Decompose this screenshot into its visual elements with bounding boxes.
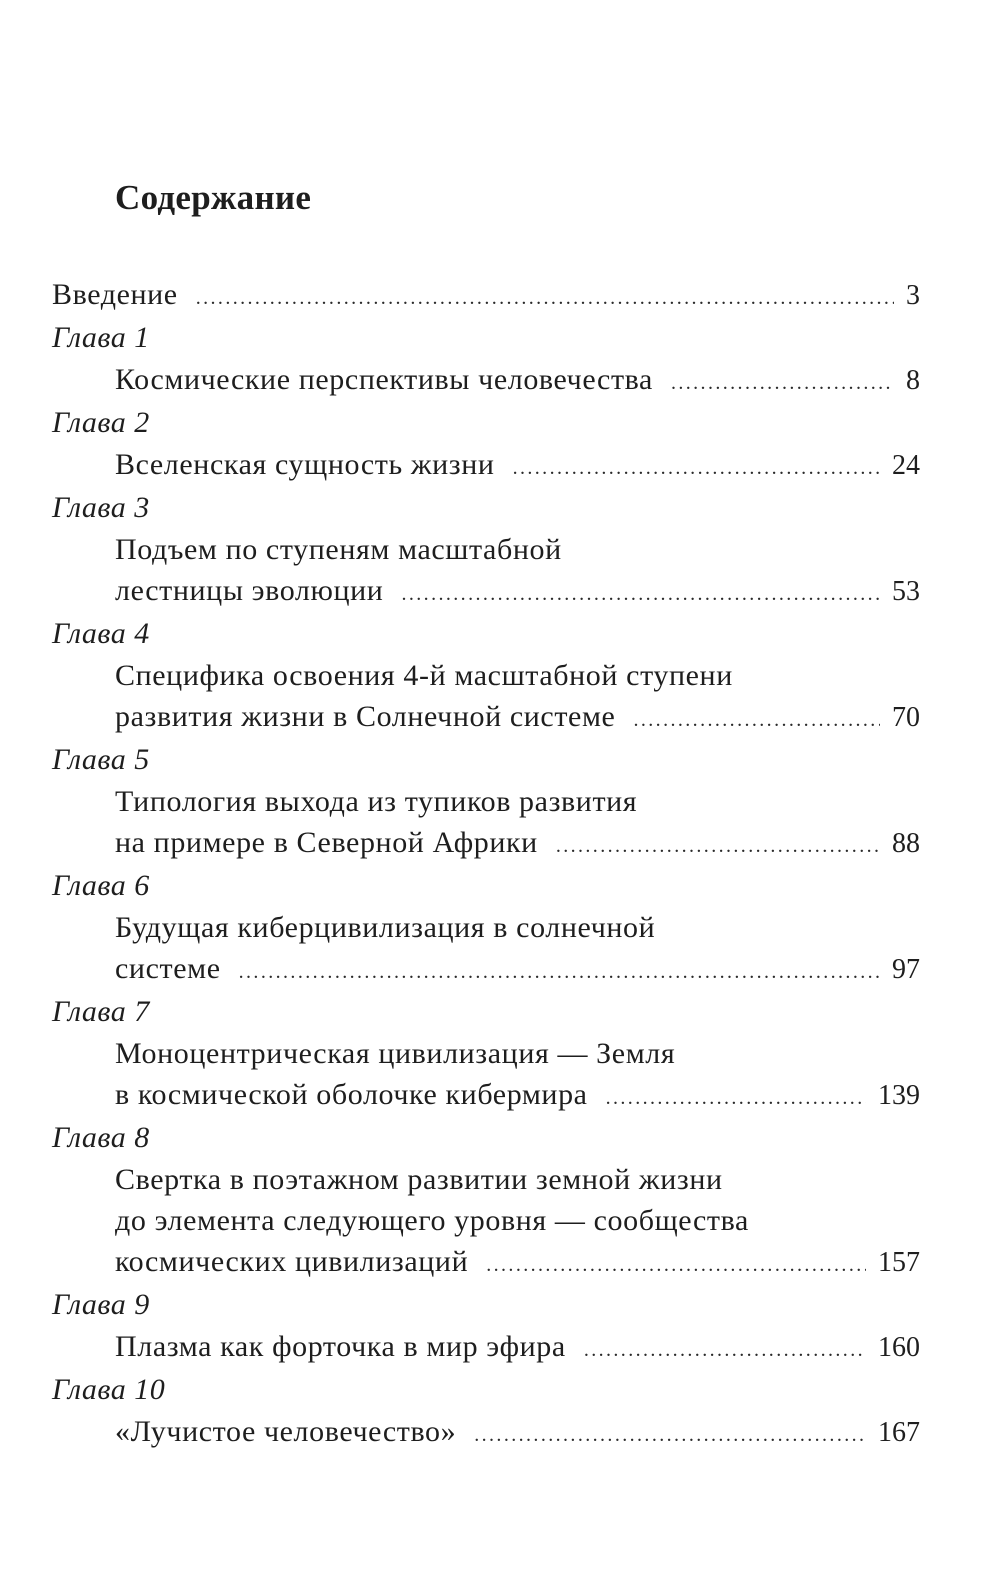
toc-entry-chapter-6[interactable] [115, 948, 920, 990]
toc-entry-title: в космической оболочке кибермира [115, 1078, 588, 1111]
toc-entry-title: лестницы эволюции [115, 574, 384, 607]
toc-entry-chapter-10[interactable] [115, 1411, 920, 1453]
dot-leader [474, 1414, 866, 1456]
chapter-label: Глава 1 [52, 321, 150, 354]
chapter-label: Глава 4 [52, 617, 150, 650]
page-number: 97 [892, 954, 920, 985]
dot-leader [606, 1077, 866, 1119]
toc-entry-title: на примере в Северной Африки [115, 826, 538, 859]
toc-entry-title: Подъем по ступеням масштабной [115, 533, 562, 566]
toc-entry-title: Введение [52, 278, 178, 311]
page-number: 53 [892, 576, 920, 607]
page-number: 70 [892, 702, 920, 733]
page-number: 167 [878, 1417, 920, 1448]
page-number: 88 [892, 828, 920, 859]
dot-leader [556, 825, 880, 867]
toc-entry-chapter-5[interactable] [115, 822, 920, 864]
chapter-label: Глава 10 [52, 1373, 166, 1406]
dot-leader [486, 1244, 866, 1286]
page-number: 139 [878, 1080, 920, 1111]
toc-entry-title: Моноцентрическая цивилизация — Земля [115, 1037, 676, 1070]
chapter-label: Глава 9 [52, 1288, 150, 1321]
dot-leader [239, 951, 880, 993]
page-number: 157 [878, 1247, 920, 1278]
dot-leader [196, 277, 894, 319]
dot-leader [633, 699, 880, 741]
page-title: Содержание [115, 178, 312, 217]
toc-entry-title: системе [115, 952, 221, 985]
chapter-label: Глава 5 [52, 743, 150, 776]
toc-entry-title: Свертка в поэтажном развитии земной жизни [115, 1163, 723, 1196]
toc-entry-chapter-1[interactable] [115, 359, 920, 401]
dot-leader [513, 447, 880, 489]
toc-entry-title: Космические перспективы человечества [115, 363, 653, 396]
toc-entry-title: Будущая киберцивилизация в солнечной [115, 911, 656, 944]
dot-leader [401, 573, 880, 615]
toc-entry-chapter-7[interactable] [115, 1074, 920, 1116]
toc-entry-title: космических цивилизаций [115, 1245, 469, 1278]
toc-entry-title: Специфика освоения 4-й масштабной ступени [115, 659, 733, 692]
toc-entry-intro[interactable] [52, 274, 920, 316]
toc-entry-chapter-9[interactable] [115, 1326, 920, 1368]
toc-entry-title: до элемента следующего уровня — сообщества [115, 1204, 749, 1237]
page-number: 3 [906, 280, 920, 311]
dot-leader [584, 1329, 866, 1371]
toc-entry-chapter-8[interactable] [115, 1241, 920, 1283]
page-number: 160 [878, 1332, 920, 1363]
toc-entry-chapter-2[interactable] [115, 444, 920, 486]
toc-entry-title: развития жизни в Солнечной системе [115, 700, 616, 733]
chapter-label: Глава 3 [52, 491, 150, 524]
toc-entry-chapter-3[interactable] [115, 570, 920, 612]
chapter-label: Глава 7 [52, 995, 150, 1028]
toc-entry-chapter-4[interactable] [115, 696, 920, 738]
toc-entry-title: «Лучистое человечество» [115, 1415, 457, 1448]
toc-entry-title: Типология выхода из тупиков развития [115, 785, 638, 818]
toc-entry-title: Плазма как форточка в мир эфира [115, 1330, 566, 1363]
dot-leader [671, 362, 894, 404]
chapter-label: Глава 2 [52, 406, 150, 439]
chapter-label: Глава 8 [52, 1121, 150, 1154]
page-number: 8 [906, 365, 920, 396]
page-number: 24 [892, 450, 920, 481]
toc-entry-title: Вселенская сущность жизни [115, 448, 495, 481]
chapter-label: Глава 6 [52, 869, 150, 902]
